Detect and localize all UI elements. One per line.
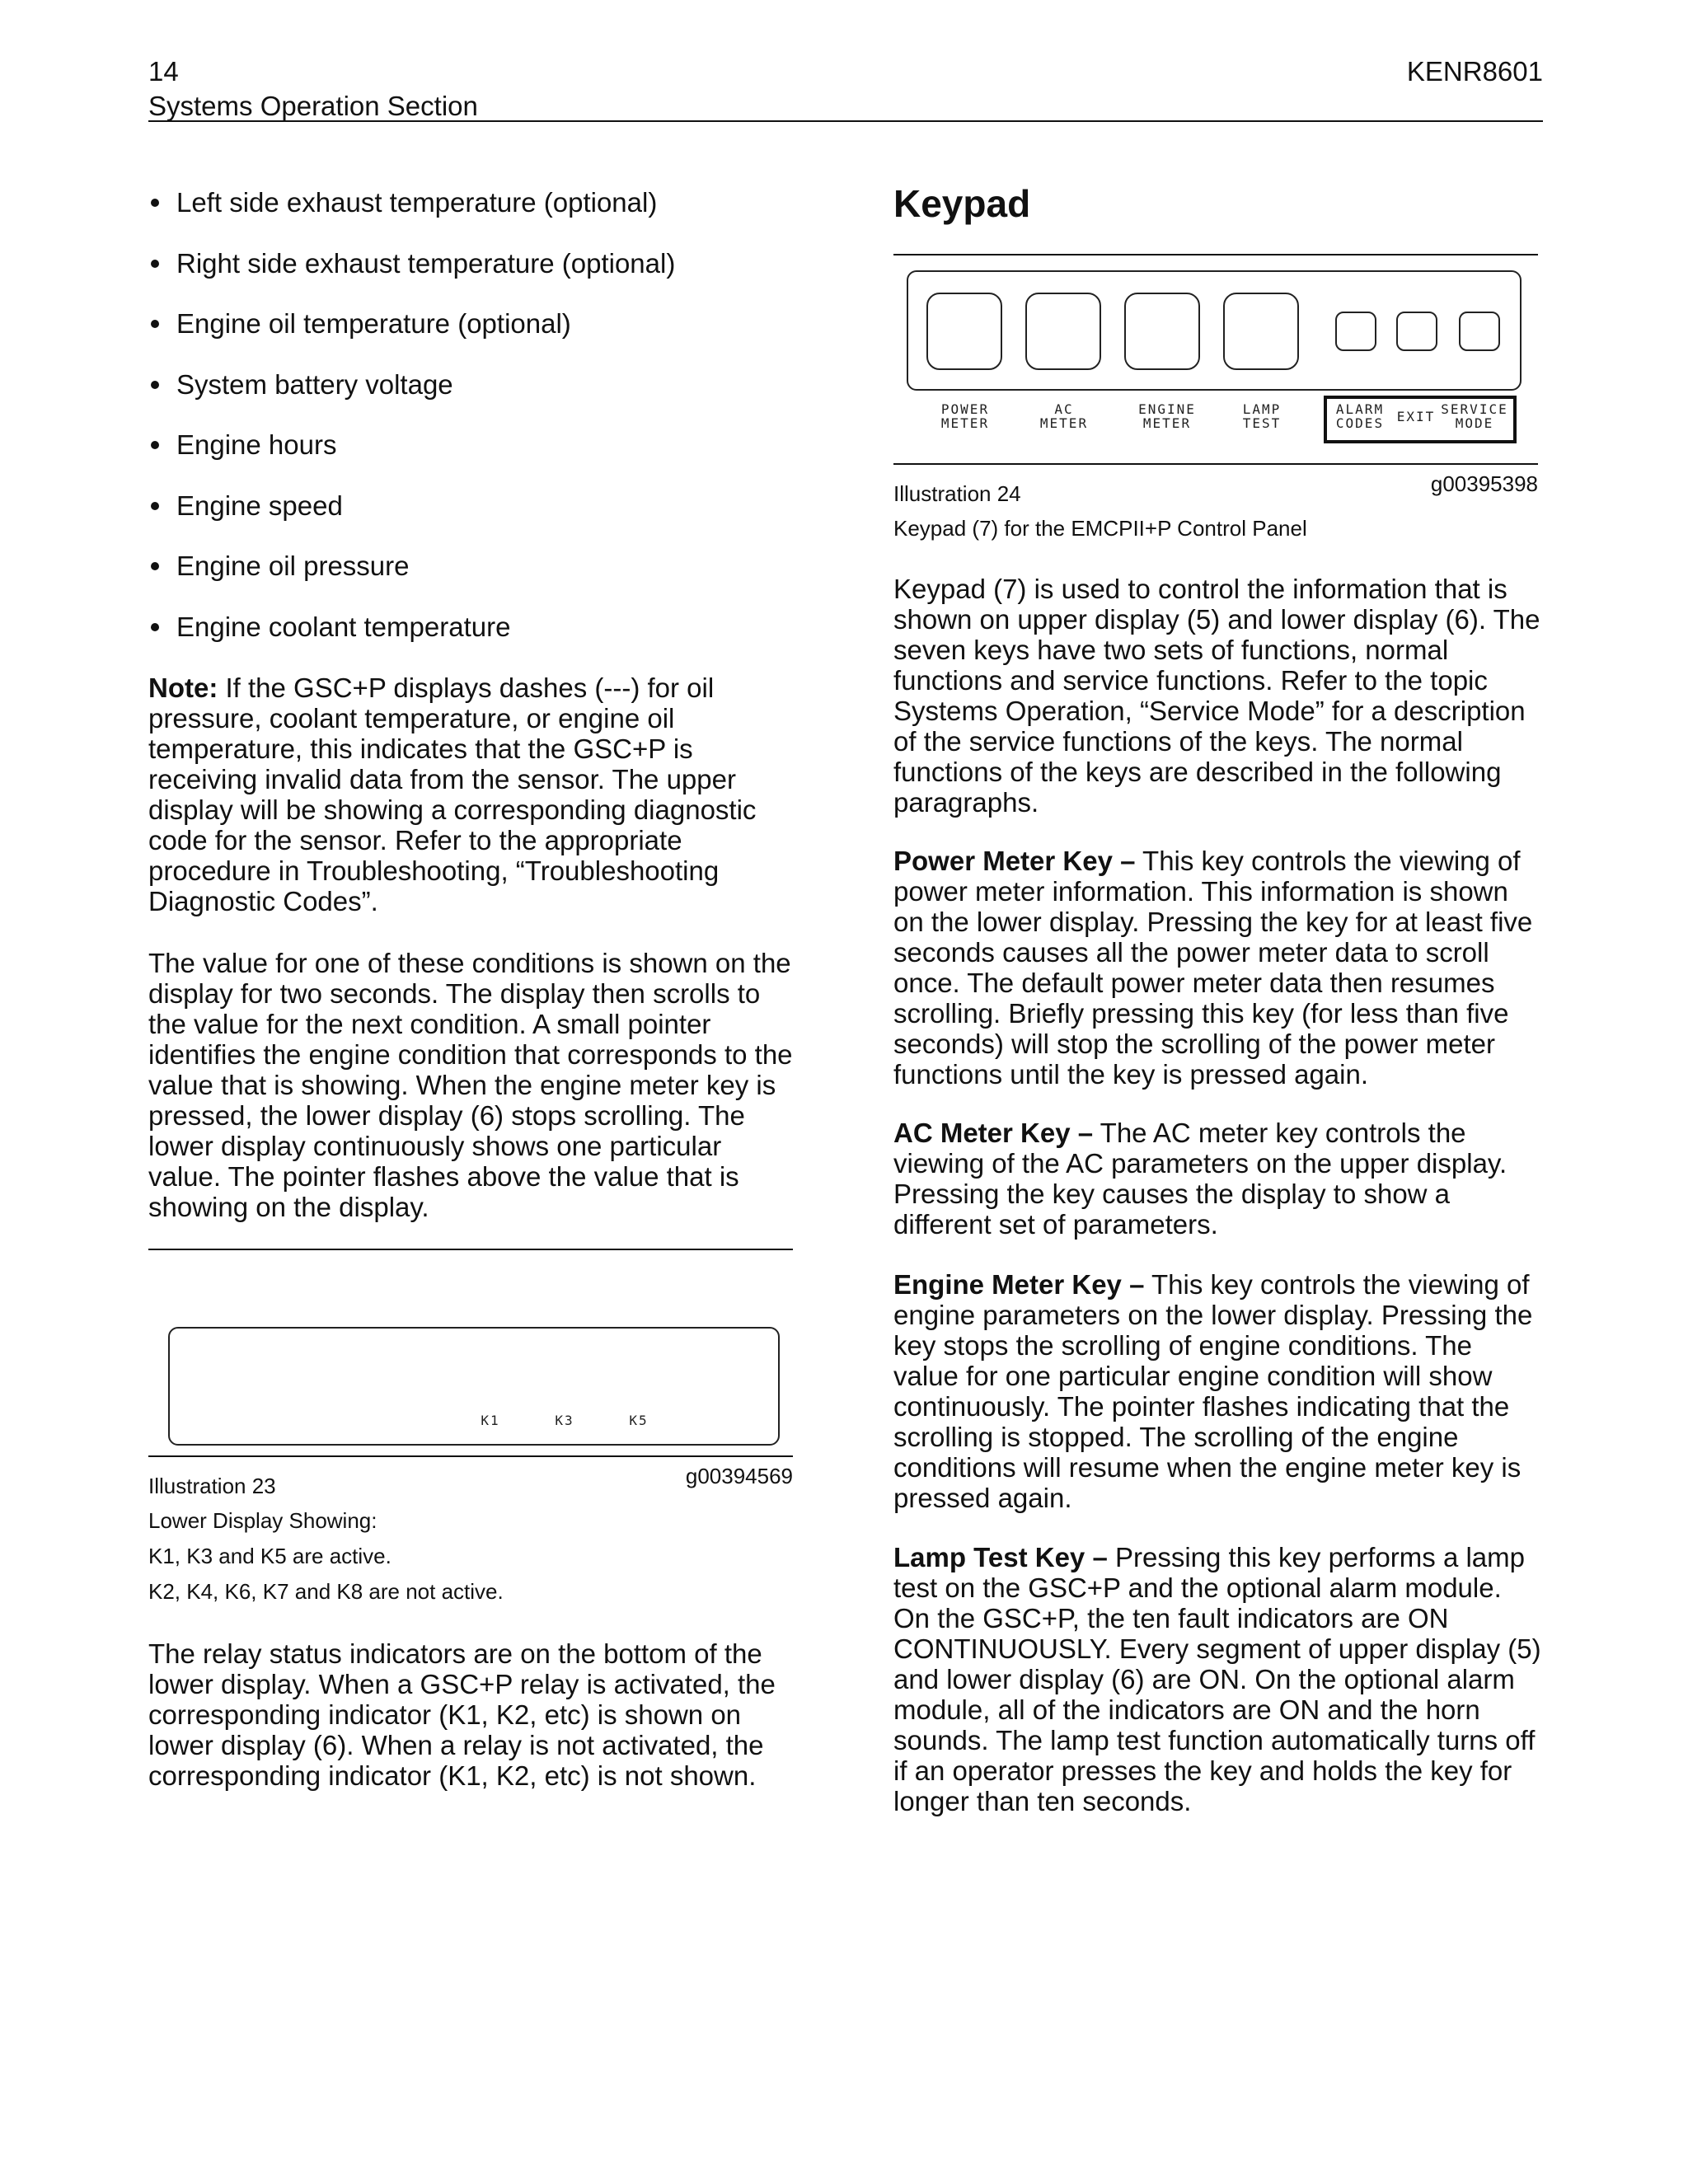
- service-mode-label: SERVICE MODE: [1441, 401, 1508, 431]
- power-meter-key: [926, 293, 1002, 370]
- caption-line: Lower Display Showing:: [148, 1508, 377, 1533]
- lamp-test-key-label: Lamp Test Key –: [893, 1542, 1108, 1572]
- engine-meter-key: [1124, 293, 1200, 370]
- service-mode-key: [1459, 312, 1500, 351]
- list-item: Engine speed: [148, 490, 808, 523]
- note-paragraph: Note: If the GSC+P displays dashes (---) for oil pressure, coolant temperature, or engine oil temperature, this indicates that the GSC+P is receiving invalid data from the sensor. The upper display will be showing a corresponding diagnostic code for the sensor. Refer to the appropriate procedure in Troubleshooting, “Troubleshooting Diagnostic Codes”.: [148, 673, 757, 916]
- bullet-icon: [151, 199, 159, 207]
- section-title: Systems Operation Section: [148, 91, 478, 121]
- note-label: Note:: [148, 673, 218, 703]
- condition-list: [148, 186, 808, 671]
- bullet-icon: [151, 623, 159, 631]
- alarm-codes-label: ALARM CODES: [1335, 401, 1385, 431]
- bullet-icon: [151, 562, 159, 570]
- section-heading: Keypad: [893, 182, 1031, 225]
- bullet-icon: [151, 260, 159, 268]
- illustration-label: Illustration 23: [148, 1474, 276, 1498]
- ac-meter-label: AC METER: [1039, 401, 1089, 431]
- lower-display-figure: [168, 1327, 780, 1446]
- engine-meter-label: ENGINE METER: [1138, 401, 1196, 431]
- power-meter-paragraph: Power Meter Key – This key controls the viewing of power meter information. This information is shown on the lower display. Pressing the key for at least five seconds causes all the power meter data to scroll once. The default power meter data then resumes scrolling. Briefly pressing this key (for less than five seconds) will stop the scrolling of the power meter functions until the key is pressed again.: [893, 846, 1533, 1090]
- page-header-left: [148, 54, 478, 124]
- header-divider: [148, 120, 1543, 122]
- relay-indicator-k1: K1: [481, 1413, 500, 1428]
- bullet-icon: [151, 320, 159, 328]
- power-meter-key-label: Power Meter Key –: [893, 846, 1136, 876]
- list-item: Engine oil pressure: [148, 550, 808, 583]
- bullet-icon: [151, 502, 159, 510]
- relay-paragraph: The relay status indicators are on the bottom of the lower display. When a GSC+P relay is activated, the corresponding indicator (K1, K2, etc) is shown on lower display (6). When a relay is not activated, the corresponding indicator (K1, K2, etc) is not shown.: [148, 1638, 776, 1791]
- keypad-intro-paragraph: Keypad (7) is used to control the information that is shown on upper display (5) and lower display (6). The seven keys have two sets of functions, normal functions and service functions. Refer to the topic Systems Operation, “Service Mode” for a description of the service functions of the keys. The normal functions of the keys are described in the following paragraphs.: [893, 574, 1540, 818]
- power-meter-label: POWER METER: [940, 401, 990, 431]
- relay-indicator-k3: K3: [555, 1413, 574, 1428]
- illustration-id: g00395398: [1430, 471, 1538, 496]
- figure-bottom-rule: [893, 463, 1538, 465]
- relay-indicator-k5: K5: [629, 1413, 649, 1428]
- caption-line: K2, K4, K6, K7 and K8 are not active.: [148, 1579, 504, 1604]
- list-item: Engine oil temperature (optional): [148, 307, 808, 340]
- list-item: Left side exhaust temperature (optional): [148, 186, 808, 219]
- page-number: 14: [148, 56, 179, 87]
- ac-meter-key: [1025, 293, 1101, 370]
- list-item: Engine hours: [148, 429, 808, 462]
- illustration-id: g00394569: [685, 1464, 793, 1488]
- ac-meter-paragraph: AC Meter Key – The AC meter key controls the viewing of the AC parameters on the upper display. Pressing the key causes the display to show a different set of parameters.: [893, 1118, 1507, 1240]
- illustration-label: Illustration 24: [893, 481, 1021, 506]
- figure-bottom-rule: [148, 1455, 793, 1457]
- list-item: System battery voltage: [148, 368, 808, 401]
- document-id: KENR8601: [1406, 56, 1543, 87]
- alarm-codes-key: [1335, 312, 1376, 351]
- list-item: Engine coolant temperature: [148, 611, 808, 644]
- bullet-icon: [151, 441, 159, 449]
- caption-line: Keypad (7) for the EMCPII+P Control Panel: [893, 516, 1307, 541]
- figure-top-rule: [148, 1249, 793, 1250]
- caption-line: K1, K3 and K5 are active.: [148, 1544, 392, 1568]
- exit-key: [1396, 312, 1437, 351]
- exit-label: EXIT: [1396, 409, 1436, 424]
- value-paragraph: The value for one of these conditions is shown on the display for two seconds. The display then scrolls to the value for the next condition. A small pointer identifies the engine condition that corresponds to the value that is showing. When the engine meter key is pressed, the lower display (6) stops scrolling. The lower display continuously shows one particular value. The pointer flashes above the value that is showing on the display.: [148, 948, 793, 1222]
- list-item: Right side exhaust temperature (optional): [148, 247, 808, 280]
- lamp-test-key: [1223, 293, 1299, 370]
- engine-meter-paragraph: Engine Meter Key – This key controls the viewing of engine parameters on the lower display. Pressing the key stops the scrolling of engine conditions. The value for one particular engine condition will show continuously. The pointer flashes indicating that the scrolling is stopped. The scrolling of the engine conditions will resume when the engine meter key is pressed again.: [893, 1269, 1533, 1513]
- figure-top-rule: [893, 254, 1538, 255]
- lamp-test-label: LAMP TEST: [1242, 401, 1282, 431]
- lamp-test-paragraph: Lamp Test Key – Pressing this key performs a lamp test on the GSC+P and the optional alarm module. On the GSC+P, the ten fault indicators are ON CONTINUOUSLY. Every segment of upper display (5) and lower display (6) are ON. On the optional alarm module, all of the indicators are ON and the horn sounds. The lamp test function automatically turns off if an operator presses the key and holds the key for longer than ten seconds.: [893, 1542, 1541, 1816]
- engine-meter-key-label: Engine Meter Key –: [893, 1269, 1145, 1300]
- bullet-icon: [151, 381, 159, 389]
- ac-meter-key-label: AC Meter Key –: [893, 1118, 1094, 1148]
